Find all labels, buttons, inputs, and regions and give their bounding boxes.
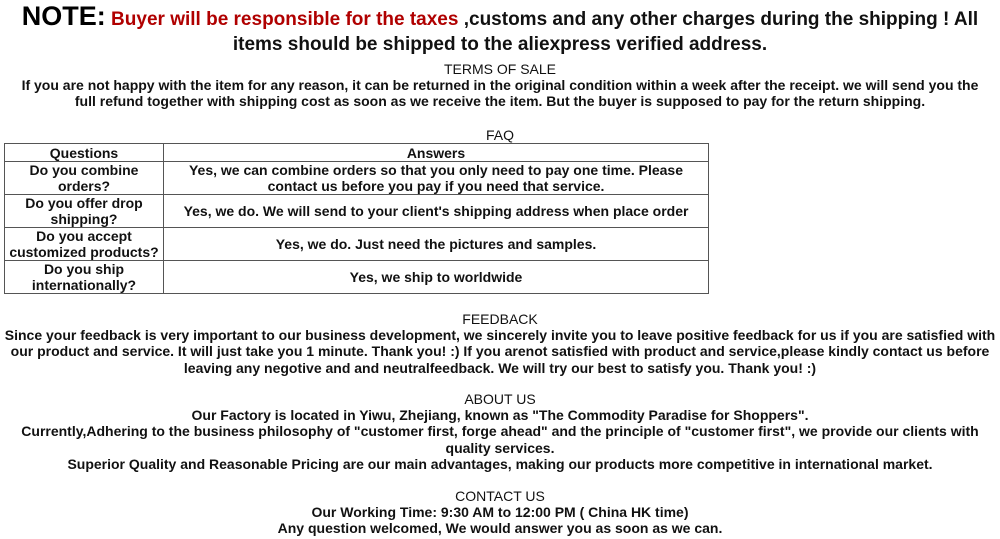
note-tax-warning: Buyer will be responsible for the taxes [105,9,459,30]
faq-answer: Yes, we do. We will send to your client's shipping address when place order [164,195,709,228]
feedback-text: Since your feedback is very important to our business development, we sincerely invite you to leave positive feedback for us if you are satisfied with our product and service. It will just take you 1 minute. Thank you! :) If you arenot satisfied with product and service,please kindly contact us before leaving any negotive and and neutralfeedback. We will try our best to satisfy you. Thank you! :) [4,327,996,376]
feedback-section [0,311,1000,376]
terms-title: TERMS OF SALE [443,61,557,77]
contact-response: Any question welcomed, We would answer you as soon as we can. [277,520,723,537]
contact-hours: Our Working Time: 9:30 AM to 12:00 PM ( China HK time) [311,504,689,520]
faq-row [5,162,709,195]
contact-title: CONTACT US [455,488,545,504]
faq-title: FAQ [485,127,514,143]
about-section [0,391,1000,473]
faq-row [5,195,709,228]
about-line-1: Our Factory is located in Yiwu, Zhejiang, known as "The Commodity Paradise for Shoppers". [191,407,809,423]
terms-section [0,61,1000,110]
faq-answer: Yes, we ship to worldwide [164,261,709,294]
faq-col-answers: Answers [164,144,709,162]
note-lead: NOTE: [21,1,106,31]
about-line-2: Currently,Adhering to the business philosophy of "customer first, forge ahead" and the principle of "customer first", we provide our clients with quality services. [21,423,979,456]
faq-row [5,228,709,261]
faq-answer: Yes, we do. Just need the pictures and samples. [164,228,709,261]
faq-question: Do you offer drop shipping? [5,195,164,228]
faq-question: Do you ship internationally? [5,261,164,294]
faq-question: Do you combine orders? [5,162,164,195]
note-shipping-text: ,customs and any other charges during the shipping ! All items should be shipped to the aliexpress verified address. [232,9,979,55]
note-banner [0,1,1000,57]
about-line-3: Superior Quality and Reasonable Pricing are our main advantages, making our products more competitive in international market. [67,456,933,473]
faq-answer: Yes, we can combine orders so that you only need to pay one time. Please contact us before you pay if you need that service. [164,162,709,195]
faq-question: Do you accept customized products? [5,228,164,261]
feedback-title: FEEDBACK [462,311,538,327]
faq-header-row [5,144,709,162]
faq-row [5,261,709,294]
faq-col-questions: Questions [5,144,164,162]
about-title: ABOUT US [464,391,536,407]
contact-section [0,488,1000,537]
terms-text: If you are not happy with the item for any reason, it can be returned in the original condition within a week after the receipt. we will send you the full refund together with shipping cost as soon as we receive the item. But the buyer is supposed to pay for the return shipping. [21,77,979,110]
faq-table [4,143,709,294]
